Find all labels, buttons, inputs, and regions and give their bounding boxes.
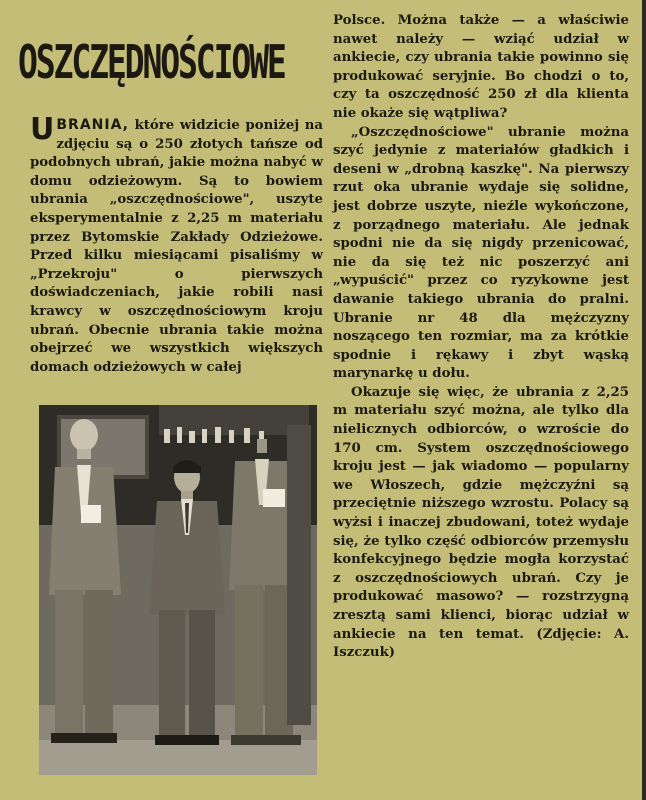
- suits-photo-image: [39, 405, 317, 775]
- lead-word: BRANIA,: [56, 117, 129, 133]
- right-paragraph-3: [333, 384, 629, 663]
- left-paragraph-text: które widzicie poniżej na zdjęciu są o 250 złotych tańsze od podobnych ubrań, jakie można nabyć w domu odzieżowym. Są to bowiem ubrania „oszczędnościowe", uszyte eksperymentalnie z 2,25 m materiału przez Bytomskie Zakłady Odzieżowe. Przed kilku miesiącami pisaliśmy w „Przekroju" o pierwszych doświadczeniach, jakie robili nasi krawcy w oszczędnościowym kroju ubrań. Obecnie ubrania takie można obejrzeć we wszystkich większych domach odzieżowych w całej: [30, 118, 323, 375]
- dropcap: U: [30, 112, 55, 147]
- right-paragraph-2: „Oszczędnościowe" ubranie można szyć jedynie z materiałów gładkich i deseni w „drobną kaszkę". Na pierwszy rzut oka ubranie wydaje się solidne, jest dobrze uszyte, nieźle wykończone, z porządnego materiału. Ale jednak spodni nie da się nigdy przenicować, nie da się też nic poszerzyć ani „wypuścić" przez co ryzykowne jest dawanie takiego ubrania do pralni. Ubranie nr 48 dla mężczyzny noszącego ten rozmiar, ma za krótkie spodnie i rękawy i zbyt wąską marynarkę u dołu.: [333, 124, 629, 382]
- article-column-left: [30, 112, 323, 377]
- right-paragraph-1: Polsce. Można także — a właściwie nawet należy — wziąć udział w ankiecie, czy ubrania takie powinno się produkować seryjnie. Bo chodzi o to, czy ta oszczędność 250 zł dla klienta nie okaże się wątpliwa?: [333, 13, 629, 121]
- headline: OSZCZĘDNOŚCIOWE: [18, 35, 285, 89]
- article-column-right: [333, 12, 629, 663]
- photo-credit: (Zdjęcie: A. Iszczuk): [333, 626, 629, 661]
- right-paragraph-3-text: Okazuje się więc, że ubrania z 2,25 m materiału szyć można, ale tylko dla nielicznych odbiorców, o wzroście do 170 cm. System oszczędnościowego kroju jest — jak wiadomo — popularny we Włoszech, gdzie mężczyźni są przeciętnie niższego wzrostu. Polacy są wyżsi i inaczej zbudowani, toteż wydaje się, że tylko część odbiorców przemysłu konfekcyjnego będzie mogła korzystać z oszczędnościowych ubrań. Czy je produkować masowo? — rozstrzygną zresztą sami klienci, biorąc udział w ankiecie na ten temat.: [333, 384, 629, 642]
- article-lead-paragraph: [30, 112, 323, 377]
- suits-photo: [39, 405, 317, 775]
